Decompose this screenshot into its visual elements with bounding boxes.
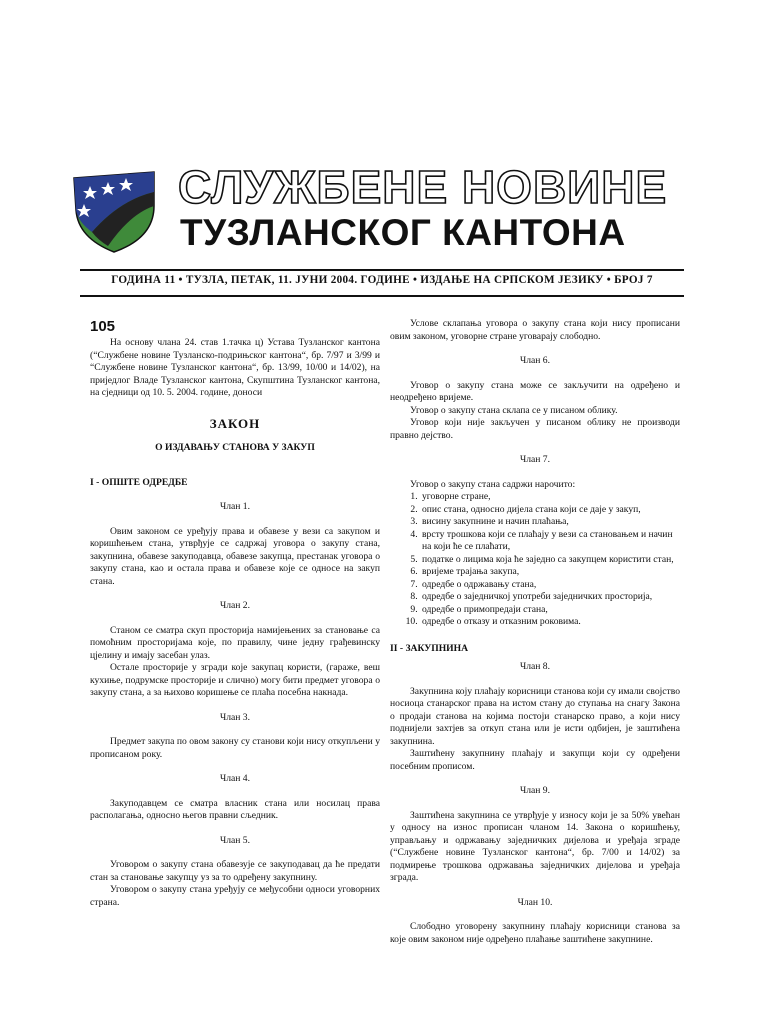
section-heading-1: I - ОПШТЕ ОДРЕДБЕ (90, 476, 188, 488)
law-subtitle: О ИЗДАВАЊУ СТАНОВА У ЗАКУП (155, 442, 315, 453)
article-7-list (390, 491, 680, 629)
article-heading: Члан 5. (219, 834, 250, 846)
header-rule-top (80, 269, 684, 271)
article-paragraph: Уговором о закупу стана уређују се међусобни односи уговорних страна. (90, 884, 380, 908)
masthead (70, 160, 690, 260)
list-item: 6. вријеме трајања закупа, (420, 566, 680, 579)
list-item: 5. податке о лицима која ће заједно са закупцем користити стан, (420, 554, 680, 567)
masthead-title-line1: СЛУЖБЕНЕ НОВИНЕ (178, 161, 668, 213)
article-heading: Члан 2. (219, 600, 250, 611)
article-paragraph: Уговор о закупу стана садржи нарочито: (410, 478, 576, 490)
article-paragraph: Уговор о закупу стана може се закључити на одређено и неодређено вријеме. (390, 379, 680, 403)
article-paragraph: Закупнина коју плаћају корисници станова који су имали својство носиоца станарског права на истом стану до ступања на снагу Закона о продаји станова на којима постоји станарско право, а који нису поднијели захтјев за откуп стана или је исти одбијен, је заштићена закупнина. (390, 685, 680, 747)
article-paragraph: Станом се сматра скуп просторија намијењених за становање са помоћним просторијама које, по правилу, чине једну грађевинску цјелину и имају засебан улаз. (90, 624, 380, 661)
list-item: 7. одредбе о одржавању стана, (420, 579, 680, 592)
article-paragraph: Услове склапања уговора о закупу стана који нису прописани овим законом, уговорне стране уговарају слободно. (390, 318, 680, 342)
article-heading: Члан 1. (219, 501, 250, 512)
article-paragraph: Заштићену закупнину плаћају и закупци који су одређени посебним прописом. (390, 748, 680, 772)
article-heading: Члан 9. (519, 785, 550, 796)
article-paragraph: Слободно уговорену закупнину плаћају корисници станова за које овим законом није одређено плаћање заштићене закупнине. (390, 921, 680, 945)
article-heading: Члан 10. (517, 896, 553, 908)
document-number: 105 (90, 318, 116, 335)
preamble: На основу члана 24. став 1.тачка ц) Устава Тузланског кантона (“Службене новине Тузланско-подрињског кантона“, бр. 7/97 и 3/99 и “Службене новине Тузланског кантона“, бр. 13/99, 10/00 и 14/02), на приједлог Владе Тузланског кантона, Скупштина Тузланског кантона, на сједници од 10. 5. 2004. године, доноси (90, 337, 380, 398)
right-column (390, 318, 680, 946)
list-item: 10. одредбе о отказу и отказним роковима. (420, 616, 680, 629)
article-paragraph: Остале просторије у згради које закупац користи, (гараже, веш кухиње, подрумске просторије и слично) могу бити предмет уговора о закупу стана, а за њихово коришење се плаћа посебна накнада. (90, 662, 380, 698)
article-paragraph: Предмет закупа по овом закону су станови који нису откупљени у прописаном року. (90, 736, 380, 760)
article-paragraph: Заштићена закупнина се утврђује у износу који је за 50% увећан у односу на износ прописан чланом 14. Закона о коришћењу, управљању и одржавању заједничких дијелова и уређаја зграде (“Службене новине Тузланског кантона“, бр. 7/00 и 14/02) за подмирење трошкова одржавања заједничких дијелова и уређаја зграда. (390, 809, 680, 883)
article-paragraph: Закуподавцем се сматра власник стана или носилац права располагања, односно његов правни сљедник. (90, 797, 380, 821)
list-item: 1. уговорне стране, (420, 491, 680, 504)
list-item: 3. висину закупнине и начин плаћања, (420, 516, 680, 529)
article-heading: Члан 3. (219, 711, 250, 723)
article-heading: Члан 7. (519, 454, 550, 465)
list-item: 8. одредбе о заједничкој употреби заједничких просторија, (420, 591, 680, 604)
section-heading-2: II - ЗАКУПНИНА (390, 642, 469, 654)
masthead-title-line2: ТУЗЛАНСКОГ КАНТОНА (180, 212, 626, 253)
list-item: 2. опис стана, односно дијела стана који се даје у закуп, (420, 504, 680, 517)
header-rule-bottom (80, 295, 684, 297)
article-paragraph: Уговором о закупу стана обавезује се закуподавац да ће предати стан за становање закупцу уз за то одређену закупнину. (90, 859, 380, 883)
canton-coat-of-arms-icon (70, 166, 158, 254)
list-item: 4. врсту трошкова који се плаћају у вези са становањем и начин на који ће се плаћати, (420, 529, 680, 554)
law-title: ЗАКОН (209, 415, 261, 431)
list-item: 9. одредбе о примопредаји стана, (420, 604, 680, 617)
article-heading: Члан 6. (519, 355, 550, 366)
article-heading: Члан 4. (219, 773, 250, 784)
article-heading: Члан 8. (519, 661, 550, 672)
left-column (90, 318, 380, 909)
article-paragraph: Овим законом се уређују права и обавезе у вези са закупом и коришћењем стана, утврђује се садржај уговора о закупу стана, закупнина, обавезе закуподавца, обавезе закупца, престанак уговора о закупу стана, као и остала права и обавезе које се односе на закуп стана. (90, 525, 380, 587)
article-paragraph: Уговор о закупу стана склапа се у писаном облику. (410, 404, 618, 416)
issue-line: ГОДИНА 11 • ТУЗЛА, ПЕТАК, 11. ЈУНИ 2004. ГОДИНЕ • ИЗДАЊЕ НА СРПСКОМ ЈЕЗИКУ • БРОЈ 7 (111, 274, 653, 286)
article-paragraph: Уговор који није закључен у писаном облику не производи правно дејство. (390, 417, 680, 441)
